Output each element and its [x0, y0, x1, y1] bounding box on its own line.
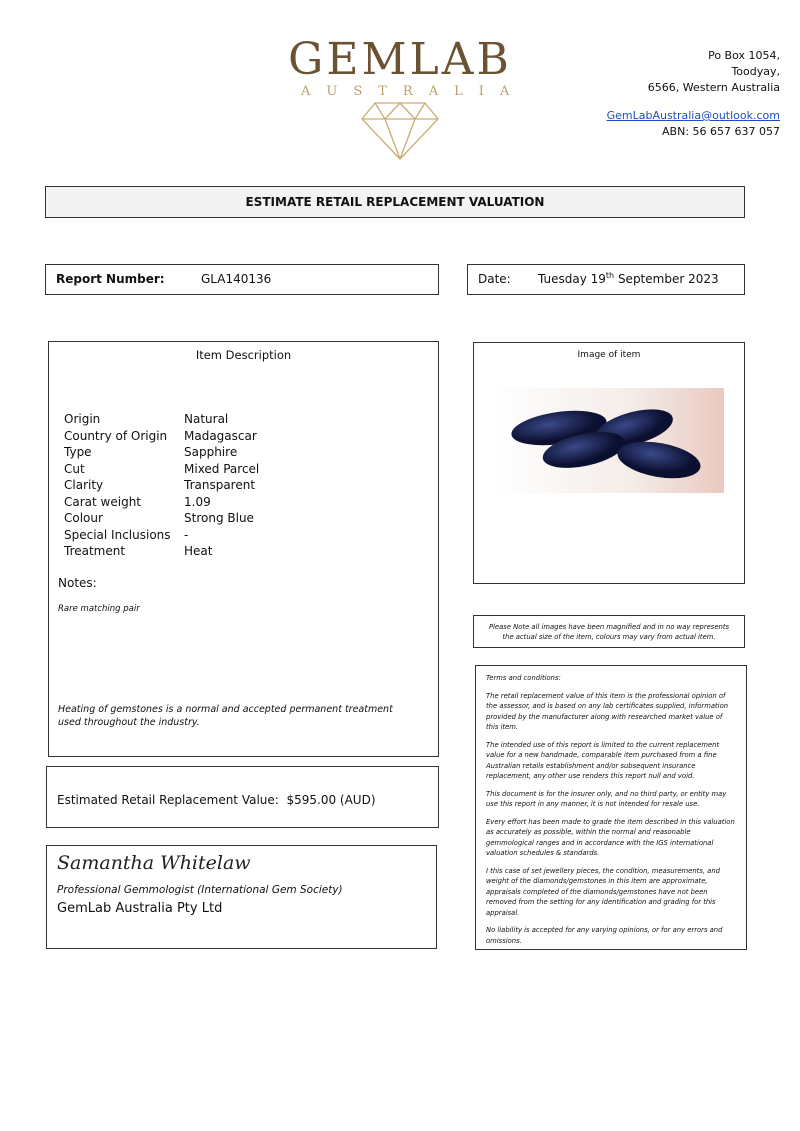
date-box: [467, 264, 745, 295]
attribute-value: Strong Blue: [184, 511, 254, 526]
address-line: Toodyay,: [731, 65, 780, 78]
item-row: [64, 543, 259, 560]
item-row: [64, 411, 259, 428]
terms-paragraph: Every effort has been made to grade the item described in this valuation as accurately as possible, within the normal and reasonable gemmological ranges and in accordance with the IGS international valuation schedules & standards.: [486, 817, 735, 857]
company-name: GemLab Australia Pty Ltd: [57, 901, 223, 916]
attribute-label: Clarity: [64, 478, 104, 493]
attribute-label: Country of Origin: [64, 428, 168, 443]
item-row: [64, 461, 259, 478]
attribute-label: Carat weight: [64, 494, 141, 509]
terms-paragraph: No liability is accepted for any varying opinions, or for any errors and omissions.: [486, 926, 723, 945]
attribute-label: Colour: [64, 511, 103, 526]
notes-label: Notes:: [58, 576, 97, 590]
item-row: [64, 477, 259, 494]
attribute-value: Natural: [184, 412, 229, 427]
attribute-value: 1.09: [184, 494, 211, 509]
item-row: [64, 428, 259, 445]
value-text: [57, 793, 376, 807]
sapphire-image: [494, 388, 724, 493]
document-title: ESTIMATE RETAIL REPLACEMENT VALUATION: [45, 186, 745, 218]
report-number-label: Report Number:: [56, 272, 165, 286]
item-row: [64, 444, 259, 461]
attribute-value: Madagascar: [184, 428, 257, 443]
image-heading: Image of item: [577, 350, 641, 360]
date-label: Date:: [478, 272, 511, 286]
attribute-value: Mixed Parcel: [184, 461, 260, 476]
attribute-value: -: [184, 527, 189, 542]
terms-paragraph: This document is for the insurer only, and no third party, or entity may use this report in any manner, it is not intended for resale use.: [486, 789, 727, 808]
attribute-label: Cut: [64, 461, 85, 476]
signatory-role: Professional Gemmologist (International Gem Society): [57, 884, 343, 896]
notes-text: Rare matching pair: [58, 604, 140, 614]
report-number-value: GLA140136: [201, 272, 272, 286]
attribute-label: Type: [64, 445, 92, 460]
terms-box: [475, 665, 747, 950]
abn: ABN: 56 657 637 057: [662, 125, 780, 138]
signature-box: [46, 845, 437, 949]
attribute-label: Origin: [64, 412, 101, 427]
value-box: [46, 766, 439, 828]
terms-heading: Terms and conditions:: [486, 674, 561, 682]
terms-paragraph: I this case of set jewellery pieces, the condition, measurements, and weight of the diamonds/gemstones in this item are approximate, appraisals completed of the diamonds/gemstones have not been removed from the setting for any identification and grading for this appraisal.: [486, 866, 720, 917]
image-box: [473, 342, 745, 584]
signature: Samantha Whitelaw: [57, 852, 251, 874]
terms-paragraph: The intended use of this report is limited to the current replacement value for a new handmade, comparable item purchased from a fine Australian retails establishment and/or subsequent insurance replacement, any other use renders this report null and void.: [486, 740, 720, 780]
attribute-value: Heat: [184, 544, 213, 559]
image-disclaimer: Please Note all images have been magnified and in no way represents the actual size of the item, colours may vary from actual item.: [488, 623, 730, 641]
heat-treatment-note: Heating of gemstones is a normal and accepted permanent treatment used throughout the industry.: [58, 704, 393, 728]
logo-subtitle: AUSTRALIA: [301, 84, 526, 99]
item-description-heading: Item Description: [195, 348, 292, 362]
item-row: [64, 527, 259, 544]
terms-paragraph: The retail replacement value of this item is the professional opinion of the assessor, and is based on any lab certificates supplied, information provided by the manufacturer along with researched market value of this item.: [486, 691, 729, 731]
date-value: Tuesday 19th September 2023: [538, 271, 719, 286]
item-row: [64, 494, 259, 511]
image-disclaimer-box: [473, 615, 745, 648]
contact-info: [607, 48, 780, 140]
email-link[interactable]: GemLabAustralia@outlook.com: [606, 109, 780, 122]
report-number-box: [45, 264, 439, 295]
item-attributes-table: [64, 411, 259, 560]
item-row: [64, 510, 259, 527]
value-amount: $595.00 (AUD): [286, 793, 376, 807]
logo-wordmark: GEMLAB: [288, 34, 512, 85]
attribute-label: Special Inclusions: [64, 527, 171, 542]
diamond-icon: [360, 101, 440, 161]
address-line: 6566, Western Australia: [647, 81, 780, 94]
attribute-label: Treatment: [64, 544, 126, 559]
attribute-value: Sapphire: [184, 445, 238, 460]
attribute-value: Transparent: [184, 478, 256, 493]
value-label: Estimated Retail Replacement Value:: [57, 793, 279, 807]
address-line: Po Box 1054,: [708, 49, 780, 62]
gemlab-logo: [285, 34, 526, 165]
